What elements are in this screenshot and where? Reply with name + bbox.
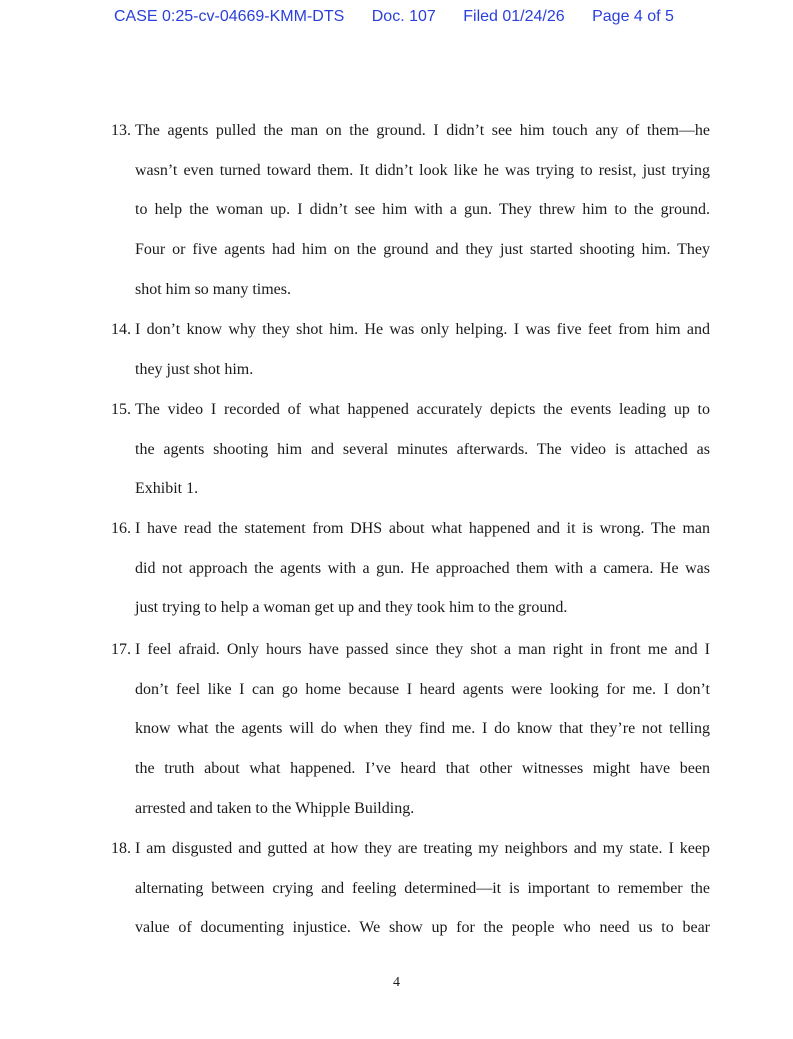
paragraph-number: 18. xyxy=(111,840,131,857)
text-line: I feel afraid. Only hours have passed since they shot a man right in front me and I xyxy=(135,641,710,658)
paragraph-number: 17. xyxy=(111,641,131,658)
text-line: the truth about what happened. I’ve heard that other witnesses might have been xyxy=(135,760,710,778)
paragraph-16 xyxy=(111,509,710,628)
page-number: 4 xyxy=(393,975,400,990)
text-line: know what the agents will do when they find me. I do know that they’re not telling xyxy=(135,720,710,738)
text-line: to help the woman up. I didn’t see him with a gun. They threw him to the ground. xyxy=(135,201,710,219)
text-line: I don’t know why they shot him. He was only helping. I was five feet from him and xyxy=(135,321,710,338)
text-line: the agents shooting him and several minutes afterwards. The video is attached as xyxy=(135,440,710,458)
case-header xyxy=(114,6,674,28)
text-line: Exhibit 1. xyxy=(135,480,199,498)
document-number: Doc. 107 xyxy=(371,8,436,25)
paragraph-number: 13. xyxy=(111,122,131,139)
text-line: I have read the statement from DHS about what happened and it is wrong. The man xyxy=(135,520,710,537)
text-line: they just shot him. xyxy=(135,360,254,378)
case-number: CASE 0:25-cv-04669-KMM-DTS xyxy=(114,8,345,25)
text-line: shot him so many times. xyxy=(135,280,291,298)
text-line: just trying to help a woman get up and they took him to the ground. xyxy=(135,599,568,617)
text-line: arrested and taken to the Whipple Building. xyxy=(135,799,415,817)
paragraph-14 xyxy=(111,310,710,389)
paragraph-number: 16. xyxy=(111,520,131,537)
paragraph-number: 15. xyxy=(111,401,131,418)
paragraph-number: 14. xyxy=(111,321,131,338)
text-line: did not approach the agents with a gun. He approached them with a camera. He was xyxy=(135,559,710,577)
filed-date: Filed 01/24/26 xyxy=(463,8,565,25)
paragraph-text xyxy=(135,310,710,389)
text-line: don’t feel like I can go home because I heard agents were looking for me. I don’t xyxy=(135,680,710,698)
text-line: The video I recorded of what happened accurately depicts the events leading up to xyxy=(135,401,710,418)
paragraph-17 xyxy=(111,630,710,829)
paragraph-15 xyxy=(111,390,710,509)
text-line: The agents pulled the man on the ground. I didn’t see him touch any of them—he xyxy=(135,122,710,139)
text-line: wasn’t even turned toward them. It didn’t look like he was trying to resist, just trying xyxy=(135,161,710,179)
paragraph-18 xyxy=(111,829,710,948)
page-count: Page 4 of 5 xyxy=(592,8,674,25)
paragraph-text xyxy=(135,509,710,628)
paragraph-text xyxy=(135,390,710,509)
text-line: I am disgusted and gutted at how they are treating my neighbors and my state. I keep xyxy=(135,840,710,857)
paragraph-13 xyxy=(111,111,710,310)
paragraph-text xyxy=(135,111,710,310)
text-line: value of documenting injustice. We show up for the people who need us to bear xyxy=(135,919,710,937)
paragraph-text xyxy=(135,829,710,948)
text-line: alternating between crying and feeling determined—it is important to remember the xyxy=(135,879,710,897)
text-line: Four or five agents had him on the ground and they just started shooting him. They xyxy=(135,241,710,259)
paragraph-text xyxy=(135,630,710,829)
